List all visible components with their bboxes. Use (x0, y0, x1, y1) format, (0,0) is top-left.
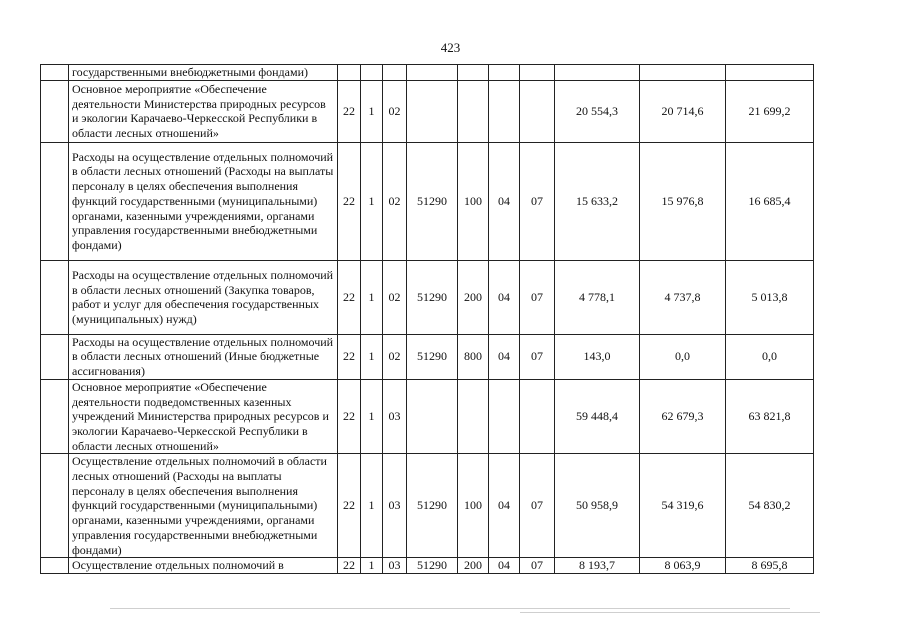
amount-cell: 5 013,8 (726, 260, 814, 334)
table-row (41, 558, 814, 574)
code-cell: 03 (383, 558, 407, 574)
row-number-cell (41, 65, 69, 81)
code-cell: 1 (361, 379, 383, 454)
table-row (41, 379, 814, 454)
table-row (41, 334, 814, 379)
amount-cell: 20 554,3 (555, 80, 640, 142)
table-row (41, 65, 814, 81)
code-cell (458, 379, 489, 454)
code-cell: 03 (383, 379, 407, 454)
amount-cell (555, 65, 640, 81)
code-cell: 22 (338, 558, 361, 574)
code-cell: 51290 (407, 142, 458, 260)
amount-cell: 21 699,2 (726, 80, 814, 142)
amount-cell: 8 063,9 (640, 558, 726, 574)
code-cell: 200 (458, 558, 489, 574)
code-cell: 07 (520, 334, 555, 379)
table-body (41, 65, 814, 574)
code-cell: 02 (383, 334, 407, 379)
row-number-cell (41, 379, 69, 454)
code-cell (458, 65, 489, 81)
code-cell (383, 65, 407, 81)
code-cell (489, 379, 520, 454)
description-cell: Основное мероприятие «Обеспечение деятельности подведомственных казенных учреждений Министерства природных ресурсов и экологии Карачаево-Черкесской Республики в области лесных отношений» (69, 379, 338, 454)
amount-cell: 59 448,4 (555, 379, 640, 454)
amount-cell: 0,0 (640, 334, 726, 379)
code-cell: 07 (520, 558, 555, 574)
code-cell: 22 (338, 334, 361, 379)
description-cell: Основное мероприятие «Обеспечение деятельности Министерства природных ресурсов и экологии Карачаево-Черкесской Республики в области лесных отношений» (69, 80, 338, 142)
code-cell: 22 (338, 379, 361, 454)
code-cell: 100 (458, 454, 489, 558)
code-cell (407, 65, 458, 81)
code-cell: 800 (458, 334, 489, 379)
code-cell: 04 (489, 454, 520, 558)
description-cell: Расходы на осуществление отдельных полномочий в области лесных отношений (Закупка товаров, работ и услуг для обеспечения государственных (муниципальных) нужд) (69, 260, 338, 334)
code-cell: 04 (489, 260, 520, 334)
code-cell: 51290 (407, 260, 458, 334)
code-cell: 1 (361, 260, 383, 334)
scan-artifact-line (520, 612, 820, 613)
amount-cell: 15 976,8 (640, 142, 726, 260)
amount-cell: 20 714,6 (640, 80, 726, 142)
amount-cell: 15 633,2 (555, 142, 640, 260)
amount-cell: 63 821,8 (726, 379, 814, 454)
code-cell: 07 (520, 454, 555, 558)
row-number-cell (41, 558, 69, 574)
code-cell: 100 (458, 142, 489, 260)
amount-cell (726, 65, 814, 81)
amount-cell: 50 958,9 (555, 454, 640, 558)
code-cell: 1 (361, 334, 383, 379)
code-cell: 04 (489, 142, 520, 260)
code-cell: 51290 (407, 334, 458, 379)
row-number-cell (41, 454, 69, 558)
row-number-cell (41, 80, 69, 142)
amount-cell: 54 830,2 (726, 454, 814, 558)
code-cell (338, 65, 361, 81)
code-cell: 200 (458, 260, 489, 334)
row-number-cell (41, 334, 69, 379)
description-cell: Расходы на осуществление отдельных полномочий в области лесных отношений (Иные бюджетные ассигнования) (69, 334, 338, 379)
code-cell: 22 (338, 260, 361, 334)
code-cell (407, 379, 458, 454)
code-cell (520, 379, 555, 454)
row-number-cell (41, 142, 69, 260)
description-cell: государственными внебюджетными фондами) (69, 65, 338, 81)
code-cell: 1 (361, 558, 383, 574)
code-cell (520, 65, 555, 81)
amount-cell: 8 695,8 (726, 558, 814, 574)
amount-cell: 4 737,8 (640, 260, 726, 334)
table-row (41, 454, 814, 558)
code-cell: 07 (520, 260, 555, 334)
table-row (41, 142, 814, 260)
code-cell: 02 (383, 260, 407, 334)
code-cell: 02 (383, 80, 407, 142)
amount-cell: 4 778,1 (555, 260, 640, 334)
row-number-cell (41, 260, 69, 334)
amount-cell: 0,0 (726, 334, 814, 379)
code-cell: 51290 (407, 558, 458, 574)
amount-cell: 16 685,4 (726, 142, 814, 260)
code-cell: 22 (338, 80, 361, 142)
description-cell: Осуществление отдельных полномочий в (69, 558, 338, 574)
code-cell (489, 65, 520, 81)
code-cell (407, 80, 458, 142)
code-cell: 22 (338, 454, 361, 558)
code-cell: 02 (383, 142, 407, 260)
description-cell: Осуществление отдельных полномочий в области лесных отношений (Расходы на выплаты персоналу в целях обеспечения выполнения функций государственными (муниципальными) органами, казенными учреждениями, органами управления государственными внебюджетными фондами) (69, 454, 338, 558)
budget-table (40, 64, 814, 574)
code-cell: 22 (338, 142, 361, 260)
code-cell (489, 80, 520, 142)
page-number: 423 (440, 40, 461, 55)
code-cell (520, 80, 555, 142)
amount-cell (640, 65, 726, 81)
scan-artifact-line (110, 608, 790, 609)
code-cell: 04 (489, 334, 520, 379)
code-cell (361, 65, 383, 81)
description-cell: Расходы на осуществление отдельных полномочий в области лесных отношений (Расходы на выплаты персоналу в целях обеспечения выполнения функций государственными (муниципальными) органами, казенными учреждениями, органами управления государственными внебюджетными фондами) (69, 142, 338, 260)
amount-cell: 62 679,3 (640, 379, 726, 454)
amount-cell: 143,0 (555, 334, 640, 379)
amount-cell: 8 193,7 (555, 558, 640, 574)
code-cell: 04 (489, 558, 520, 574)
amount-cell: 54 319,6 (640, 454, 726, 558)
code-cell (458, 80, 489, 142)
code-cell: 51290 (407, 454, 458, 558)
code-cell: 03 (383, 454, 407, 558)
table-row (41, 260, 814, 334)
code-cell: 07 (520, 142, 555, 260)
code-cell: 1 (361, 80, 383, 142)
code-cell: 1 (361, 454, 383, 558)
code-cell: 1 (361, 142, 383, 260)
table-row (41, 80, 814, 142)
